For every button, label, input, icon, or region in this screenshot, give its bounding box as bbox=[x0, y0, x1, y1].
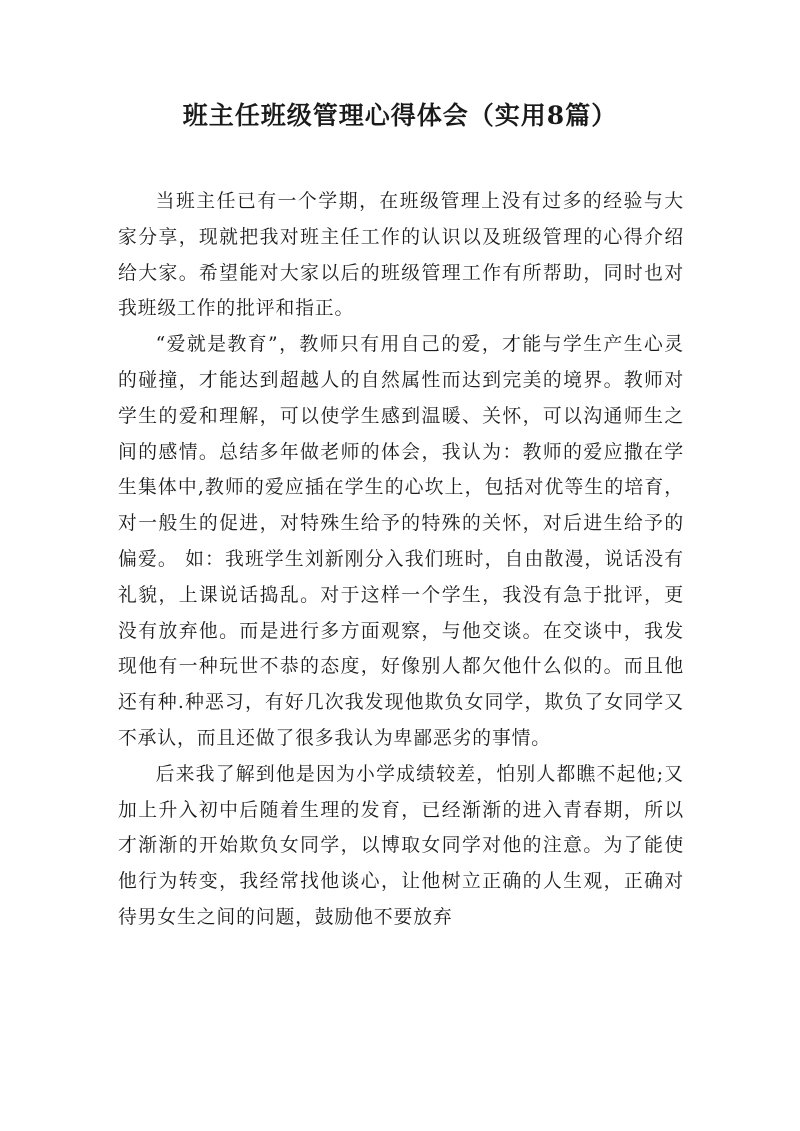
document-title: 班主任班级管理心得体会（实用8篇） bbox=[182, 101, 618, 130]
paragraph-2: “爱就是教育”，教师只有用自己的爱，才能与学生产生心灵的碰撞，才能达到超越人的自然属性而达到完美的境界。教师对学生的爱和理解，可以使学生感到温暖、关怀，可以沟通师生之间的感情。总结多年做老师的体会，我认为：教师的爱应撒在学生集体中,教师的爱应插在学生的心坎上，包括对优等生的培育，对一般生的促进，对特殊生给予的特殊的关怀，对后进生给予的偏爱。 如：我班学生刘新刚分入我们班时，自由散漫，说话没有礼貌，上课说话捣乱。对于这样一个学生，我没有急于批评，更没有放弃他。而是进行多方面观察，与他交谈。在交谈中，我发现他有一种玩世不恭的态度，好像别人都欠他什么似的。而且他还有种.种恶习，有好几次我发现他欺负女同学，欺负了女同学又不承认，而且还做了很多我认为卑鄙恶劣的事情。 bbox=[118, 334, 684, 749]
document-body bbox=[118, 184, 684, 936]
paragraph-1: 当班主任已有一个学期，在班级管理上没有过多的经验与大家分享，现就把我对班主任工作的认识以及班级管理的心得介绍给大家。希望能对大家以后的班级管理工作有所帮助，同时也对我班级工作的批评和指正。 bbox=[118, 191, 684, 320]
paragraph-3: 后来我了解到他是因为小学成绩较差，怕别人都瞧不起他;又加上升入初中后随着生理的发育，已经渐渐的进入青春期，所以才渐渐的开始欺负女同学，以博取女同学对他的注意。为了能使他行为转变，我经常找他谈心，让他树立正确的人生观，正确对待男女生之间的问题，鼓励他不要放弃 bbox=[118, 763, 684, 928]
